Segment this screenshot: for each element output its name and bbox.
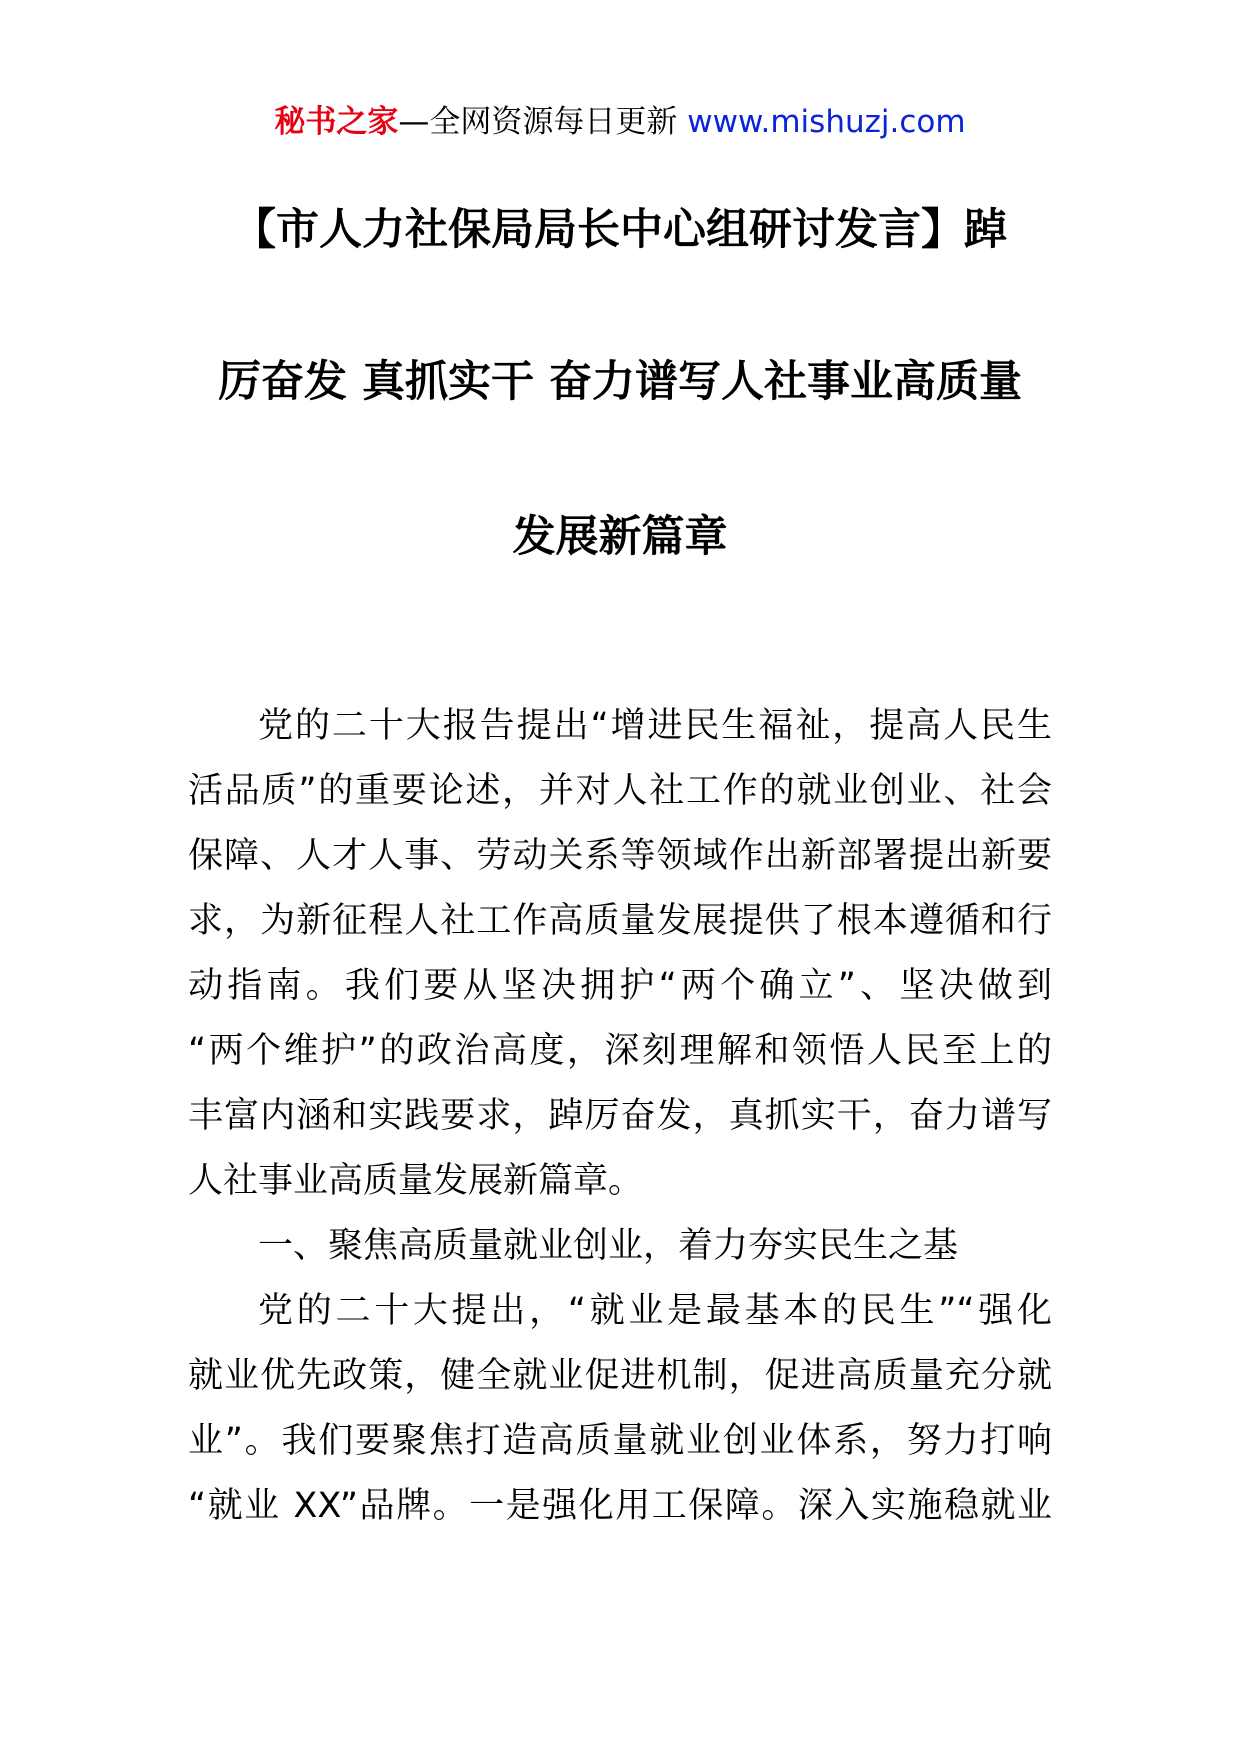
- document-body: [188, 694, 1052, 1539]
- document-title-line-1: 【市人力社保局局长中心组研讨发言】踔: [233, 205, 1007, 255]
- body-line: 就业优先政策，健全就业促进机制，促进高质量充分就: [188, 1356, 1052, 1396]
- body-line: 求，为新征程人社工作高质量发展提供了根本遵循和行: [188, 901, 1052, 941]
- body-line: 人社事业高质量发展新篇章。: [188, 1161, 644, 1201]
- body-line: 业”。我们要聚焦打造高质量就业创业体系，努力打响: [188, 1421, 1052, 1461]
- body-line: “就业 XX”品牌。一是强化用工保障。深入实施稳就业: [188, 1486, 1052, 1526]
- body-line: “两个维护”的政治高度，深刻理解和领悟人民至上的: [188, 1031, 1052, 1071]
- body-line: 党的二十大报告提出“增进民生福祉，提高人民生: [258, 706, 1052, 746]
- body-line: 丰富内涵和实践要求，踔厉奋发，真抓实干，奋力谱写: [188, 1096, 1052, 1136]
- body-line: 动指南。我们要从坚决拥护“两个确立”、坚决做到: [188, 966, 1052, 1006]
- body-line: 保障、人才人事、劳动关系等领域作出新部署提出新要: [188, 836, 1052, 876]
- site-brand: 秘书之家: [274, 104, 399, 140]
- document-title-line-2: 厉奋发 真抓实干 奋力谱写人社事业高质量: [218, 357, 1022, 407]
- body-line: 党的二十大提出，“就业是最基本的民生”“强化: [258, 1291, 1052, 1331]
- section-heading: 一、聚焦高质量就业创业，着力夯实民生之基: [258, 1226, 959, 1266]
- site-url-link[interactable]: www.mishuzj.com: [687, 104, 966, 140]
- site-header: [0, 100, 1240, 144]
- site-tagline: —全网资源每日更新: [398, 104, 678, 140]
- document-title-line-3: 发展新篇章: [512, 512, 728, 562]
- body-line: 活品质”的重要论述，并对人社工作的就业创业、社会: [188, 771, 1052, 811]
